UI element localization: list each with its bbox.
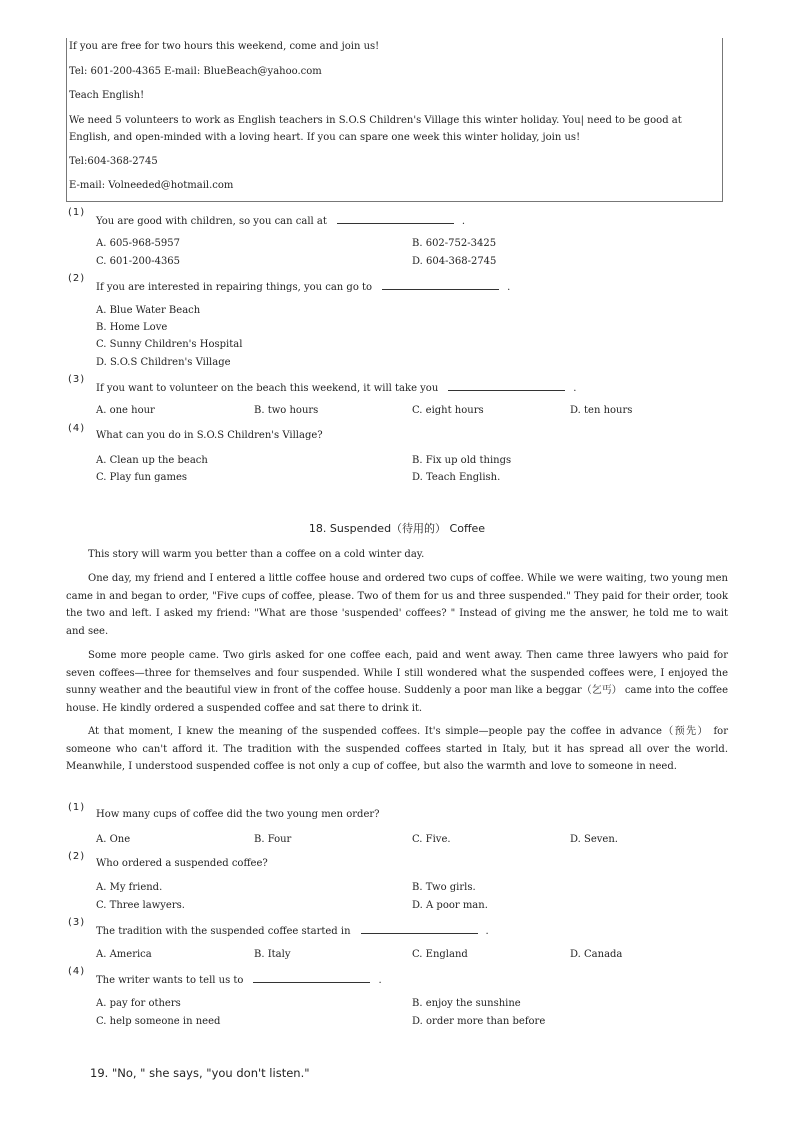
option-c[interactable]: C. Three lawyers. (96, 900, 185, 911)
question-text: The tradition with the suspended coffee started in . (96, 926, 489, 937)
question-text: Who ordered a suspended coffee? (96, 858, 268, 869)
option-c[interactable]: C. eight hours (412, 405, 484, 416)
option-b[interactable]: B. Two girls. (412, 882, 476, 893)
answer-blank[interactable] (337, 214, 454, 224)
option-a[interactable]: A. America (96, 949, 152, 960)
answer-blank[interactable] (382, 280, 499, 290)
passage-paragraph: One day, my friend and I entered a little coffee house and ordered two cups of coffee. While we were waiting, two young men came in and began to order, "Five cups of coffee, please. Two of them for us and three suspended." They paid for their order, took the two and left. I asked my friend: "What are those 'suspended' coffees? " Instead of giving me the answer, he told me to wait and see. (66, 573, 728, 637)
option-b[interactable]: B. Italy (254, 949, 291, 960)
option-d[interactable]: D. 604-368-2745 (412, 256, 497, 267)
option-a[interactable]: A. My friend. (96, 882, 163, 893)
question-number: (3) (68, 917, 86, 928)
question-number: (4) (68, 423, 86, 434)
option-d[interactable]: D. ten hours (570, 405, 633, 416)
passage-paragraph: This story will warm you better than a coffee on a cold winter day. (88, 549, 425, 560)
option-a[interactable]: A. Clean up the beach (96, 455, 208, 466)
option-b[interactable]: B. Home Love (96, 322, 168, 333)
answer-blank[interactable] (448, 381, 565, 391)
question-text: The writer wants to tell us to . (96, 975, 382, 986)
option-a[interactable]: A. pay for others (96, 998, 181, 1009)
question-number: (2) (68, 851, 86, 862)
option-d[interactable]: D. S.O.S Children's Village (96, 357, 231, 368)
question-number: (4) (68, 966, 86, 977)
section-title: 19. "No, " she says, "you don't listen." (90, 1066, 310, 1080)
notice-line: Tel: 601-200-4365 E-mail: BlueBeach@yahoo.com (69, 66, 322, 77)
question-number: (3) (68, 374, 86, 385)
option-a[interactable]: A. 605-968-5957 (96, 238, 180, 249)
section-title: 18. Suspended（待用的） Coffee (308, 522, 486, 535)
option-b[interactable]: B. Fix up old things (412, 455, 512, 466)
question-number: (1) (68, 802, 86, 813)
option-c[interactable]: C. Play fun games (96, 472, 188, 483)
question-text: What can you do in S.O.S Children's Village? (96, 430, 323, 441)
question-text: How many cups of coffee did the two young men order? (96, 809, 380, 820)
answer-blank[interactable] (253, 973, 370, 983)
option-c[interactable]: C. help someone in need (96, 1016, 221, 1027)
passage-paragraph: At that moment, I knew the meaning of the suspended coffees. It's simple—people pay the coffee in advance（预先） for someone who can't afford it. The tradition with the suspended coffees started in Italy, but it has spread all over the world. Meanwhile, I understood suspended coffee is not only a cup of coffee, but also the warmth and love to someone in need. (66, 726, 728, 772)
option-c[interactable]: C. England (412, 949, 468, 960)
option-a[interactable]: A. one hour (96, 405, 155, 416)
answer-blank[interactable] (361, 924, 478, 934)
question-text: You are good with children, so you can call at . (96, 216, 466, 227)
option-d[interactable]: D. Teach English. (412, 472, 501, 483)
question-number: (2) (68, 273, 86, 284)
option-d[interactable]: D. Canada (570, 949, 623, 960)
notice-line: Tel:604-368-2745 (69, 156, 158, 167)
passage-paragraph: Some more people came. Two girls asked for one coffee each, paid and went away. Then came three lawyers who paid for seven coffees—three for themselves and four suspended. While I still wondered what the suspended coffees were, I enjoyed the sunny weather and the beautiful view in front of the coffee house. Suddenly a poor man like a beggar（乞丐） came into the coffee house. He kindly ordered a suspended coffee and sat there to drink it. (66, 650, 728, 714)
option-b[interactable]: B. 602-752-3425 (412, 238, 497, 249)
question-text: If you are interested in repairing things, you can go to . (96, 282, 511, 293)
option-d[interactable]: D. order more than before (412, 1016, 546, 1027)
option-c[interactable]: C. 601-200-4365 (96, 256, 181, 267)
option-c[interactable]: C. Five. (412, 834, 451, 845)
notice-line: E-mail: Volneeded@hotmail.com (69, 180, 234, 191)
option-b[interactable]: B. enjoy the sunshine (412, 998, 521, 1009)
notice-paragraph: We need 5 volunteers to work as English teachers in S.O.S Children's Village this winter holiday. You| need to be good at English, and open-minded with a loving heart. If you can spare one week this winter holiday, join us! (69, 115, 682, 143)
notice-line: Teach English! (69, 90, 145, 101)
question-number: (1) (68, 207, 86, 218)
option-c[interactable]: C. Sunny Children's Hospital (96, 339, 243, 350)
question-text: If you want to volunteer on the beach this weekend, it will take you . (96, 383, 577, 394)
option-b[interactable]: B. two hours (254, 405, 319, 416)
notice-box (66, 38, 723, 202)
notice-line: If you are free for two hours this weekend, come and join us! (69, 41, 380, 52)
option-a[interactable]: A. Blue Water Beach (96, 305, 201, 316)
option-a[interactable]: A. One (96, 834, 131, 845)
option-d[interactable]: D. Seven. (570, 834, 618, 845)
option-d[interactable]: D. A poor man. (412, 900, 488, 911)
option-b[interactable]: B. Four (254, 834, 292, 845)
